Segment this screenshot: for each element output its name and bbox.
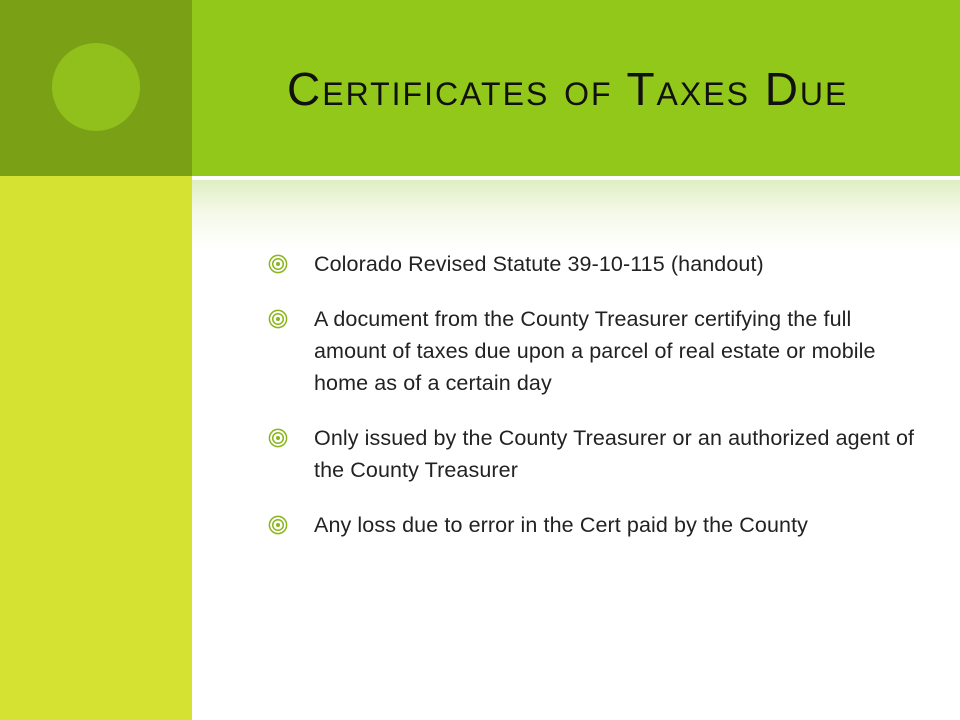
bullet-item <box>268 248 928 280</box>
sidebar-bottom-block <box>0 176 192 720</box>
slide-title: Certificates of Taxes Due <box>287 63 849 115</box>
bullet-text: A document from the County Treasurer certifying the full amount of taxes due upon a parcel of real estate or mobile home as of a certain day <box>314 307 876 395</box>
concentric-circle-icon <box>268 428 288 448</box>
gradient-band <box>192 180 960 250</box>
decorative-circle <box>52 43 140 131</box>
concentric-circle-icon <box>268 515 288 535</box>
bullet-item <box>268 422 928 486</box>
bullet-item <box>268 303 928 399</box>
bullet-list <box>268 248 928 564</box>
bullet-text: Any loss due to error in the Cert paid by the County <box>314 513 808 537</box>
concentric-circle-icon <box>268 309 288 329</box>
bullet-text: Colorado Revised Statute 39-10-115 (handout) <box>314 252 764 276</box>
concentric-circle-icon <box>268 254 288 274</box>
bullet-text: Only issued by the County Treasurer or an authorized agent of the County Treasurer <box>314 426 915 482</box>
bullet-item <box>268 509 928 541</box>
